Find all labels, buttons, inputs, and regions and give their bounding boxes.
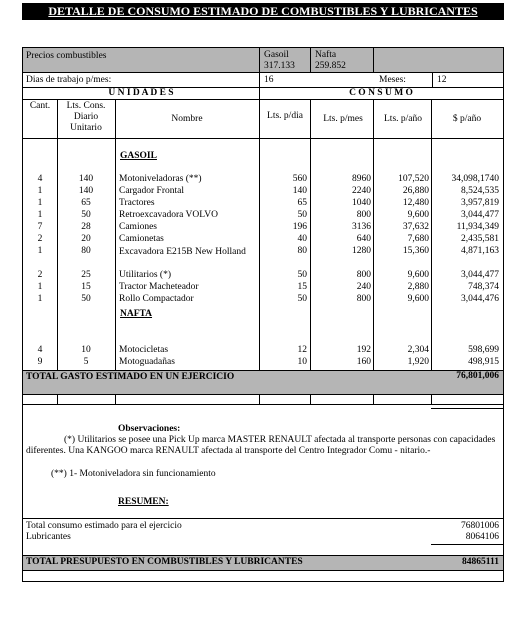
cell-mes: 800 — [356, 294, 371, 304]
cell-lts: 50 — [81, 210, 91, 220]
cell-pesos: 4,871,163 — [461, 246, 499, 256]
cell-dia: 50 — [297, 270, 307, 280]
document-title: DETALLE DE CONSUMO ESTIMADO DE COMBUSTIBLES Y LUBRICANTES — [22, 3, 504, 20]
col-lts-dia: Lts. p/dia — [267, 111, 303, 121]
cell-mes: 2240 — [352, 186, 371, 196]
consumption-table — [22, 47, 504, 582]
cell-mes: 1280 — [352, 246, 371, 256]
total-value: 76,801,006 — [456, 371, 499, 381]
cell-ano: 2,304 — [407, 345, 429, 355]
cell-cant: 2 — [37, 234, 43, 244]
cell-lts: 80 — [81, 246, 91, 256]
cell-cant: 1 — [37, 282, 43, 292]
cell-lts: 20 — [81, 234, 91, 244]
cell-cant: 9 — [37, 357, 43, 367]
cell-cant: 2 — [37, 270, 43, 280]
cell-pesos: 3,957,819 — [461, 198, 499, 208]
cell-lts: 28 — [81, 222, 91, 232]
cell-dia: 80 — [297, 246, 307, 256]
summary-total-value: 76801006 — [461, 521, 499, 531]
cell-pesos: 3,044,476 — [461, 294, 499, 304]
cell-dia: 50 — [297, 294, 307, 304]
cell-ano: 26,880 — [402, 186, 429, 196]
cell-dia: 196 — [292, 222, 307, 232]
cell-cant: 1 — [37, 186, 43, 196]
cell-ano: 9,600 — [407, 270, 429, 280]
observations-title: Observaciones: — [118, 424, 181, 434]
cell-nombre: Camiones — [119, 222, 157, 232]
cell-pesos: 8,524,535 — [461, 186, 499, 196]
gasoil-value: 317.133 — [264, 61, 295, 71]
cell-ano: 107,520 — [398, 174, 429, 184]
observations-note-2: (**) 1- Motoniveladora sin funcionamiento — [51, 469, 216, 479]
cell-dia: 40 — [297, 234, 307, 244]
cell-ano: 9,600 — [407, 210, 429, 220]
cell-mes: 800 — [356, 270, 371, 280]
cell-nombre: Utilitarios (*) — [119, 270, 171, 280]
cell-cant: 1 — [37, 294, 43, 304]
cell-ano: 9,600 — [407, 294, 429, 304]
cell-ano: 12,480 — [402, 198, 429, 208]
work-days-label: Dias de trabajo p/mes: — [26, 75, 112, 85]
cell-mes: 640 — [356, 234, 371, 244]
cell-mes: 3136 — [352, 222, 371, 232]
cell-dia: 65 — [297, 198, 307, 208]
col-nombre: Nombre — [171, 114, 203, 124]
cell-dia: 15 — [297, 282, 307, 292]
cell-lts: 25 — [81, 270, 91, 280]
group-gasoil: GASOIL — [120, 151, 157, 161]
cell-cant: 4 — [37, 345, 43, 355]
cell-pesos: 2,435,581 — [461, 234, 499, 244]
cell-nombre: Tractores — [119, 198, 155, 208]
section-consumo: C O N S U M O — [349, 88, 413, 98]
cell-cant: 1 — [37, 210, 43, 220]
cell-dia: 140 — [292, 186, 307, 196]
cell-lts: 15 — [81, 282, 91, 292]
cell-lts: 5 — [83, 357, 89, 367]
gasoil-price — [264, 50, 295, 72]
prices-label: Precios combustibles — [26, 51, 107, 61]
gasoil-label: Gasoil — [264, 50, 289, 60]
cell-lts: 65 — [81, 198, 91, 208]
cell-cant: 4 — [37, 174, 43, 184]
cell-cant: 1 — [37, 246, 43, 256]
cell-lts: 140 — [78, 186, 94, 196]
cell-nombre: Excavadora E215B New Holland — [119, 247, 246, 257]
cell-mes: 800 — [356, 210, 371, 220]
cell-nombre: Motocicletas — [119, 345, 169, 355]
cell-nombre: Rollo Compactador — [119, 294, 194, 304]
cell-lts: 140 — [78, 174, 94, 184]
cell-mes: 240 — [356, 282, 371, 292]
cell-ano: 1,920 — [407, 357, 429, 367]
budget-value: 84865111 — [462, 557, 499, 567]
months-label: Meses: — [379, 75, 406, 85]
cell-dia: 10 — [297, 357, 307, 367]
cell-ano: 15,360 — [402, 246, 429, 256]
col-lts-cons: Lts. Cons. Diario Unitario — [66, 101, 106, 133]
cell-nombre: Cargador Frontal — [119, 186, 184, 196]
section-unidades: U N I D A D E S — [108, 88, 174, 98]
months-value: 12 — [437, 75, 447, 85]
observations-note-1: (*) Utilitarios se posee una Pick Up marca MASTER RENAULT afectada al transporte personas con capacidades diferentes. Una KANGOO marca RENAULT afectada al transporte del Centro Integrador Comu - nitario.- — [26, 435, 496, 456]
cell-nombre: Retroexcavadora VOLVO — [119, 210, 218, 220]
cell-dia: 12 — [297, 345, 307, 355]
work-days-value: 16 — [264, 75, 274, 85]
cell-ano: 37,632 — [402, 222, 429, 232]
col-lts-mes: Lts. p/mes — [323, 114, 363, 124]
cell-ano: 2,880 — [407, 282, 429, 292]
cell-pesos: 11,934,349 — [456, 222, 499, 232]
cell-pesos: 598,699 — [468, 345, 499, 355]
cell-mes: 1040 — [352, 198, 371, 208]
summary-total-label: Total consumo estimado para el ejercicio — [26, 521, 182, 531]
cell-dia: 560 — [292, 174, 307, 184]
total-label: TOTAL GASTO ESTIMADO EN UN EJERCICIO — [26, 372, 235, 382]
cell-pesos: 498,915 — [468, 357, 499, 367]
nafta-price — [315, 50, 346, 72]
cell-mes: 8960 — [352, 174, 371, 184]
cell-pesos: 3,044,477 — [461, 270, 499, 280]
cell-cant: 7 — [37, 222, 43, 232]
cell-mes: 160 — [356, 357, 371, 367]
group-nafta: NAFTA — [120, 309, 153, 319]
cell-pesos: 3,044,477 — [461, 210, 499, 220]
budget-label: TOTAL PRESUPUESTO EN COMBUSTIBLES Y LUBRICANTES — [26, 557, 303, 567]
col-cant: Cant. — [29, 101, 51, 111]
cell-lts: 50 — [81, 294, 91, 304]
cell-mes: 192 — [356, 345, 371, 355]
cell-nombre: Tractor Macheteador — [119, 282, 199, 292]
nafta-value: 259.852 — [315, 61, 346, 71]
col-pesos-ano: $ p/año — [452, 114, 482, 124]
cell-dia: 50 — [297, 210, 307, 220]
cell-ano: 7,680 — [407, 234, 429, 244]
summary-title: RESUMEN: — [118, 497, 169, 507]
cell-pesos: 748,374 — [468, 282, 499, 292]
cell-cant: 1 — [37, 198, 43, 208]
cell-nombre: Motoguadañas — [119, 357, 175, 367]
cell-nombre: Motoniveladoras (**) — [119, 174, 202, 184]
cell-nombre: Camionetas — [119, 234, 164, 244]
col-lts-ano: Lts. p/año — [384, 114, 422, 124]
nafta-label: Nafta — [315, 50, 337, 60]
summary-lubricantes-label: Lubricantes — [26, 532, 71, 542]
cell-pesos: 34,098,1740 — [451, 174, 499, 184]
summary-lubricantes-value: 8064106 — [465, 532, 499, 542]
cell-lts: 10 — [81, 345, 91, 355]
